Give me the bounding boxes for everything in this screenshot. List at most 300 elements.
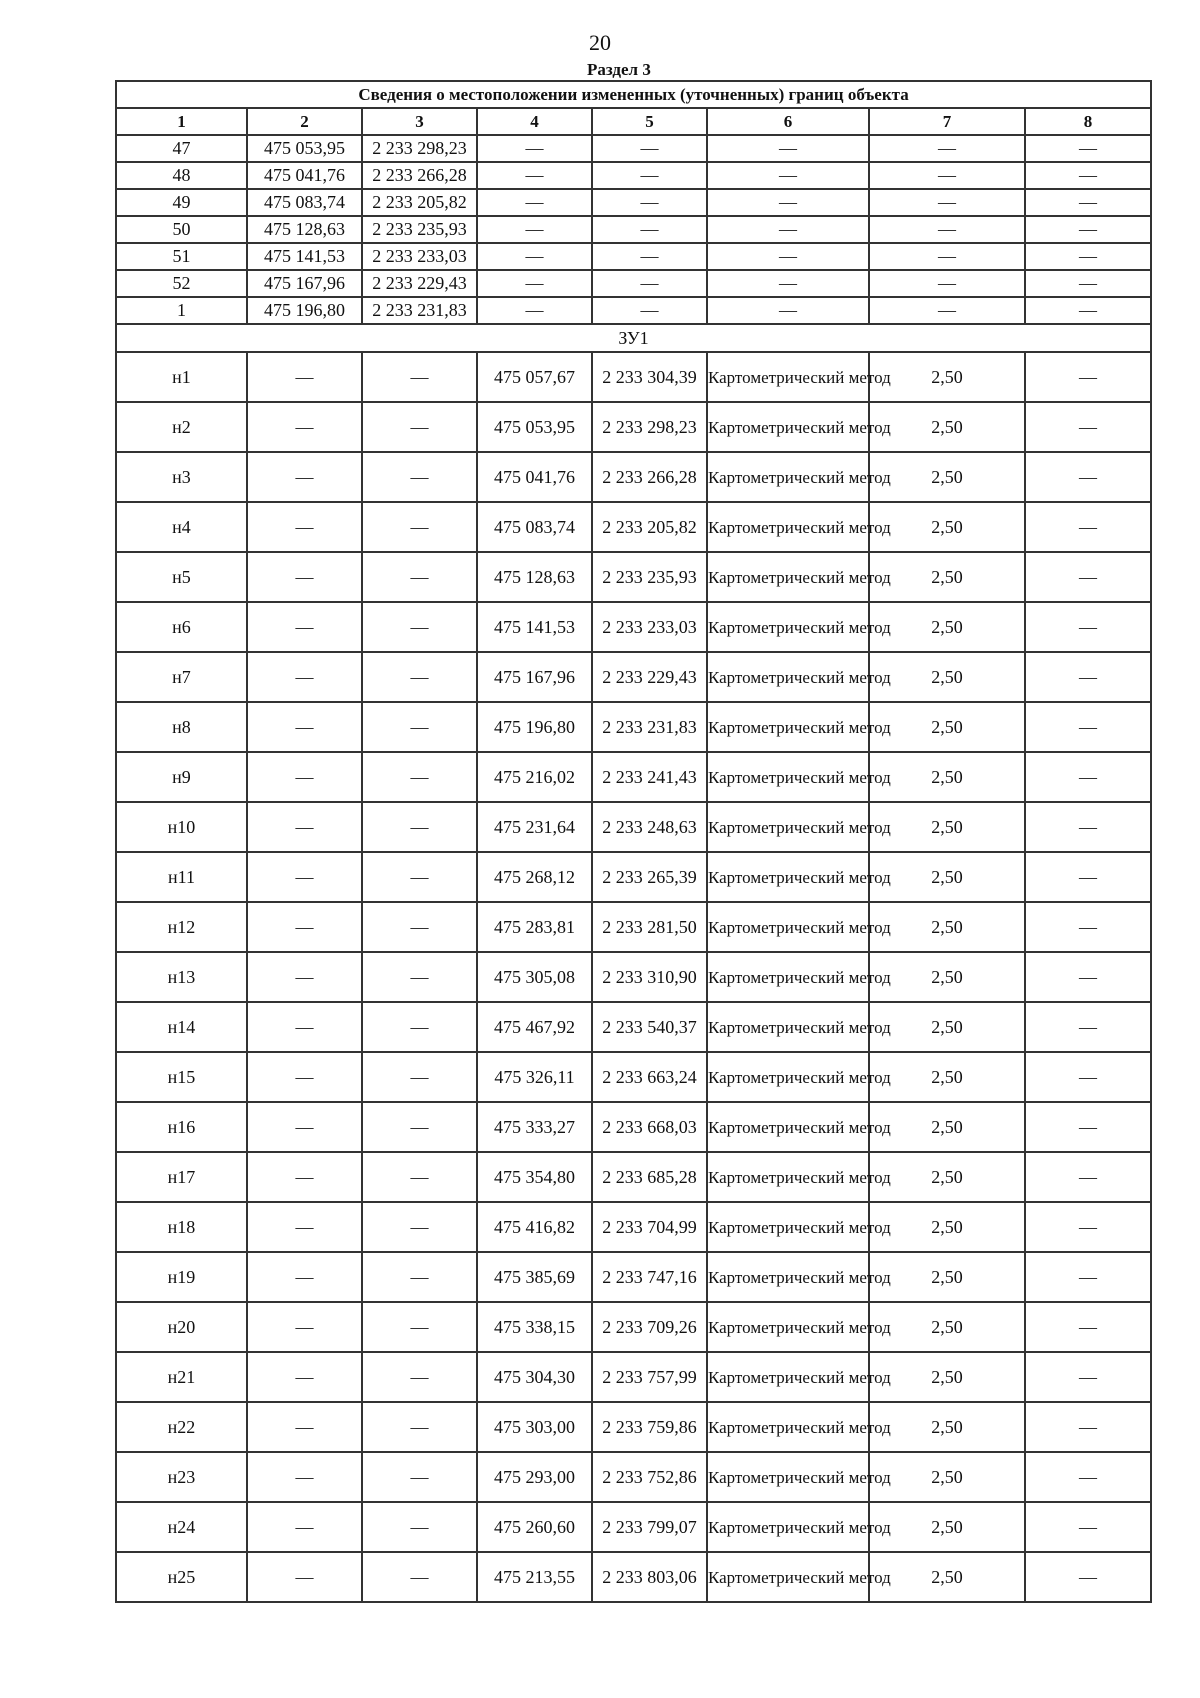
empty-dash: — [362,702,477,752]
y-coordinate: 2 233 235,93 [592,552,707,602]
empty-dash: — [247,852,362,902]
empty-dash: — [362,652,477,702]
accuracy-cell: 2,50 [869,1102,1025,1152]
table-row [116,802,1151,852]
y-coordinate: 2 233 298,23 [362,135,477,162]
x-coordinate: 475 231,64 [477,802,592,852]
x-coordinate: 475 303,00 [477,1402,592,1452]
x-coordinate: 475 057,67 [477,352,592,402]
table-row [116,702,1151,752]
x-coordinate: 475 268,12 [477,852,592,902]
method-cell: Картометрический метод [707,1302,869,1352]
point-id: н14 [116,1002,247,1052]
empty-dash: — [247,1352,362,1402]
x-coordinate: 475 083,74 [477,502,592,552]
empty-dash: — [247,1052,362,1102]
x-coordinate: 475 167,96 [477,652,592,702]
table-row [116,1152,1151,1202]
table-row [116,297,1151,324]
point-id: н18 [116,1202,247,1252]
accuracy-cell: 2,50 [869,1502,1025,1552]
empty-dash: — [247,1502,362,1552]
empty-dash: — [247,1252,362,1302]
empty-dash: — [1025,402,1151,452]
new-points-body [116,352,1151,1602]
accuracy-cell: 2,50 [869,1002,1025,1052]
table-row [116,1002,1151,1052]
empty-dash: — [592,270,707,297]
empty-dash: — [362,1502,477,1552]
empty-dash: — [1025,1402,1151,1452]
point-id: н25 [116,1552,247,1602]
accuracy-cell: 2,50 [869,1202,1025,1252]
empty-dash: — [1025,270,1151,297]
empty-dash: — [1025,135,1151,162]
table-row [116,502,1151,552]
point-id: н2 [116,402,247,452]
point-id: н11 [116,852,247,902]
column-header: 2 [247,108,362,135]
method-cell: Картометрический метод [707,1152,869,1202]
point-id: н3 [116,452,247,502]
empty-dash: — [477,243,592,270]
method-cell: Картометрический метод [707,552,869,602]
empty-dash: — [247,402,362,452]
empty-dash: — [477,135,592,162]
y-coordinate: 2 233 233,03 [362,243,477,270]
y-coordinate: 2 233 231,83 [362,297,477,324]
empty-dash: — [1025,802,1151,852]
section-title: Раздел 3 [587,60,651,79]
table-row [116,1452,1151,1502]
table-row [116,1502,1151,1552]
method-cell: Картометрический метод [707,1102,869,1152]
x-coordinate: 475 260,60 [477,1502,592,1552]
point-id: н5 [116,552,247,602]
y-coordinate: 2 233 266,28 [592,452,707,502]
empty-dash: — [362,502,477,552]
x-coordinate: 475 354,80 [477,1152,592,1202]
method-cell: Картометрический метод [707,402,869,452]
empty-dash: — [362,1302,477,1352]
empty-dash: — [707,270,869,297]
empty-dash: — [1025,1502,1151,1552]
empty-dash: — [362,952,477,1002]
table-row [116,902,1151,952]
y-coordinate: 2 233 304,39 [592,352,707,402]
empty-dash: — [1025,852,1151,902]
empty-dash: — [247,552,362,602]
empty-dash: — [1025,952,1151,1002]
empty-dash: — [362,602,477,652]
y-coordinate: 2 233 663,24 [592,1052,707,1102]
y-coordinate: 2 233 205,82 [362,189,477,216]
accuracy-cell: 2,50 [869,552,1025,602]
empty-dash: — [247,902,362,952]
table-row [116,1202,1151,1252]
x-coordinate: 475 326,11 [477,1052,592,1102]
table-row [116,452,1151,502]
empty-dash: — [247,1402,362,1452]
empty-dash: — [869,135,1025,162]
method-cell: Картометрический метод [707,1552,869,1602]
empty-dash: — [1025,602,1151,652]
table-row [116,1302,1151,1352]
point-id: н20 [116,1302,247,1352]
accuracy-cell: 2,50 [869,852,1025,902]
method-cell: Картометрический метод [707,852,869,902]
method-cell: Картометрический метод [707,1452,869,1502]
column-header: 8 [1025,108,1151,135]
empty-dash: — [477,270,592,297]
method-cell: Картометрический метод [707,1502,869,1552]
column-header: 1 [116,108,247,135]
empty-dash: — [247,952,362,1002]
empty-dash: — [362,402,477,452]
accuracy-cell: 2,50 [869,902,1025,952]
empty-dash: — [362,1552,477,1602]
empty-dash: — [1025,452,1151,502]
point-id: 48 [116,162,247,189]
method-cell: Картометрический метод [707,652,869,702]
accuracy-cell: 2,50 [869,952,1025,1002]
x-coordinate: 475 141,53 [477,602,592,652]
empty-dash: — [247,1002,362,1052]
point-id: н8 [116,702,247,752]
empty-dash: — [869,297,1025,324]
group-section [116,324,1151,352]
empty-dash: — [247,752,362,802]
empty-dash: — [362,1202,477,1252]
accuracy-cell: 2,50 [869,1052,1025,1102]
point-id: н13 [116,952,247,1002]
y-coordinate: 2 233 231,83 [592,702,707,752]
empty-dash: — [869,243,1025,270]
empty-dash: — [247,702,362,752]
accuracy-cell: 2,50 [869,1302,1025,1352]
empty-dash: — [707,135,869,162]
table-row [116,352,1151,402]
empty-dash: — [1025,702,1151,752]
point-id: н15 [116,1052,247,1102]
x-coordinate: 475 293,00 [477,1452,592,1502]
empty-dash: — [707,297,869,324]
empty-dash: — [869,270,1025,297]
empty-dash: — [1025,502,1151,552]
empty-dash: — [247,602,362,652]
table-row [116,752,1151,802]
empty-dash: — [247,452,362,502]
empty-dash: — [592,243,707,270]
x-coordinate: 475 385,69 [477,1252,592,1302]
column-header: 5 [592,108,707,135]
accuracy-cell: 2,50 [869,1252,1025,1302]
y-coordinate: 2 233 298,23 [592,402,707,452]
empty-dash: — [247,802,362,852]
method-cell: Картометрический метод [707,452,869,502]
point-id: 50 [116,216,247,243]
empty-dash: — [592,162,707,189]
method-cell: Картометрический метод [707,952,869,1002]
empty-dash: — [362,452,477,502]
y-coordinate: 2 233 233,03 [592,602,707,652]
x-coordinate: 475 305,08 [477,952,592,1002]
x-coordinate: 475 216,02 [477,752,592,802]
column-header: 3 [362,108,477,135]
empty-dash: — [362,352,477,402]
method-cell: Картометрический метод [707,1252,869,1302]
empty-dash: — [1025,243,1151,270]
empty-dash: — [1025,1552,1151,1602]
empty-dash: — [707,189,869,216]
table-row [116,162,1151,189]
y-coordinate: 2 233 248,63 [592,802,707,852]
table-row [116,552,1151,602]
x-coordinate: 475 196,80 [477,702,592,752]
point-id: н23 [116,1452,247,1502]
empty-dash: — [1025,216,1151,243]
empty-dash: — [1025,652,1151,702]
table-row [116,243,1151,270]
empty-dash: — [1025,1002,1151,1052]
empty-dash: — [247,1452,362,1502]
empty-dash: — [247,1302,362,1352]
accuracy-cell: 2,50 [869,602,1025,652]
method-cell: Картометрический метод [707,752,869,802]
empty-dash: — [1025,752,1151,802]
y-coordinate: 2 233 229,43 [362,270,477,297]
empty-dash: — [869,189,1025,216]
point-id: н19 [116,1252,247,1302]
empty-dash: — [592,216,707,243]
empty-dash: — [362,1102,477,1152]
empty-dash: — [707,243,869,270]
y-coordinate: 2 233 540,37 [592,1002,707,1052]
x-coordinate: 475 128,63 [247,216,362,243]
method-cell: Картометрический метод [707,352,869,402]
table-row [116,852,1151,902]
table-row [116,602,1151,652]
table-row [116,189,1151,216]
table-row [116,1402,1151,1452]
empty-dash: — [362,752,477,802]
accuracy-cell: 2,50 [869,1402,1025,1452]
y-coordinate: 2 233 668,03 [592,1102,707,1152]
table-row [116,952,1151,1002]
x-coordinate: 475 213,55 [477,1552,592,1602]
table-row [116,1552,1151,1602]
point-id: н9 [116,752,247,802]
group-label: ЗУ1 [116,324,1151,352]
empty-dash: — [869,162,1025,189]
y-coordinate: 2 233 757,99 [592,1352,707,1402]
accuracy-cell: 2,50 [869,752,1025,802]
empty-dash: — [707,216,869,243]
empty-dash: — [1025,552,1151,602]
y-coordinate: 2 233 241,43 [592,752,707,802]
y-coordinate: 2 233 803,06 [592,1552,707,1602]
y-coordinate: 2 233 265,39 [592,852,707,902]
empty-dash: — [362,902,477,952]
accuracy-cell: 2,50 [869,1152,1025,1202]
point-id: н12 [116,902,247,952]
empty-dash: — [362,1052,477,1102]
point-id: 51 [116,243,247,270]
boundary-table [115,80,1152,1603]
empty-dash: — [1025,162,1151,189]
table-row [116,1102,1151,1152]
column-header: 6 [707,108,869,135]
empty-dash: — [477,297,592,324]
x-coordinate: 475 467,92 [477,1002,592,1052]
table-row [116,216,1151,243]
table-row [116,1052,1151,1102]
method-cell: Картометрический метод [707,702,869,752]
accuracy-cell: 2,50 [869,352,1025,402]
y-coordinate: 2 233 266,28 [362,162,477,189]
x-coordinate: 475 141,53 [247,243,362,270]
table-row [116,402,1151,452]
empty-dash: — [1025,1102,1151,1152]
accuracy-cell: 2,50 [869,502,1025,552]
accuracy-cell: 2,50 [869,1452,1025,1502]
point-id: н6 [116,602,247,652]
method-cell: Картометрический метод [707,1402,869,1452]
x-coordinate: 475 053,95 [247,135,362,162]
method-cell: Картометрический метод [707,502,869,552]
method-cell: Картометрический метод [707,1352,869,1402]
table-row [116,270,1151,297]
point-id: н17 [116,1152,247,1202]
point-id: н16 [116,1102,247,1152]
y-coordinate: 2 233 229,43 [592,652,707,702]
empty-dash: — [362,1452,477,1502]
empty-dash: — [1025,1352,1151,1402]
empty-dash: — [1025,1052,1151,1102]
accuracy-cell: 2,50 [869,802,1025,852]
page-number: 20 [589,30,611,55]
point-id: 49 [116,189,247,216]
empty-dash: — [1025,1152,1151,1202]
empty-dash: — [362,552,477,602]
y-coordinate: 2 233 310,90 [592,952,707,1002]
empty-dash: — [477,189,592,216]
x-coordinate: 475 338,15 [477,1302,592,1352]
point-id: н7 [116,652,247,702]
empty-dash: — [247,502,362,552]
empty-dash: — [1025,1202,1151,1252]
x-coordinate: 475 041,76 [477,452,592,502]
x-coordinate: 475 128,63 [477,552,592,602]
empty-dash: — [1025,1452,1151,1502]
empty-dash: — [592,189,707,216]
empty-dash: — [1025,902,1151,952]
x-coordinate: 475 167,96 [247,270,362,297]
empty-dash: — [362,1152,477,1202]
point-id: н21 [116,1352,247,1402]
accuracy-cell: 2,50 [869,402,1025,452]
empty-dash: — [362,852,477,902]
x-coordinate: 475 333,27 [477,1102,592,1152]
empty-dash: — [1025,297,1151,324]
accuracy-cell: 2,50 [869,1552,1025,1602]
table-row [116,652,1151,702]
x-coordinate: 475 083,74 [247,189,362,216]
point-id: н22 [116,1402,247,1452]
y-coordinate: 2 233 205,82 [592,502,707,552]
table-row [116,1352,1151,1402]
y-coordinate: 2 233 281,50 [592,902,707,952]
empty-dash: — [247,652,362,702]
y-coordinate: 2 233 759,86 [592,1402,707,1452]
y-coordinate: 2 233 709,26 [592,1302,707,1352]
point-id: н24 [116,1502,247,1552]
point-id: 1 [116,297,247,324]
x-coordinate: 475 041,76 [247,162,362,189]
table-title: Сведения о местоположении измененных (уточненных) границ объекта [116,81,1151,108]
empty-dash: — [247,352,362,402]
x-coordinate: 475 196,80 [247,297,362,324]
method-cell: Картометрический метод [707,902,869,952]
empty-dash: — [247,1102,362,1152]
x-coordinate: 475 416,82 [477,1202,592,1252]
method-cell: Картометрический метод [707,1002,869,1052]
accuracy-cell: 2,50 [869,702,1025,752]
empty-dash: — [477,162,592,189]
table-row [116,135,1151,162]
empty-dash: — [1025,1302,1151,1352]
point-id: 52 [116,270,247,297]
empty-dash: — [869,216,1025,243]
column-header: 4 [477,108,592,135]
empty-dash: — [247,1152,362,1202]
point-id: н1 [116,352,247,402]
accuracy-cell: 2,50 [869,452,1025,502]
table-row [116,1252,1151,1302]
x-coordinate: 475 304,30 [477,1352,592,1402]
empty-dash: — [362,1352,477,1402]
point-id: 47 [116,135,247,162]
method-cell: Картометрический метод [707,1202,869,1252]
point-id: н4 [116,502,247,552]
accuracy-cell: 2,50 [869,1352,1025,1402]
empty-dash: — [1025,189,1151,216]
y-coordinate: 2 233 747,16 [592,1252,707,1302]
x-coordinate: 475 283,81 [477,902,592,952]
method-cell: Картометрический метод [707,1052,869,1102]
column-header: 7 [869,108,1025,135]
y-coordinate: 2 233 685,28 [592,1152,707,1202]
empty-dash: — [592,135,707,162]
column-header-row [116,108,1151,135]
method-cell: Картометрический метод [707,602,869,652]
y-coordinate: 2 233 799,07 [592,1502,707,1552]
empty-dash: — [362,1252,477,1302]
empty-dash: — [707,162,869,189]
point-id: н10 [116,802,247,852]
empty-dash: — [362,1402,477,1452]
existing-points-body [116,135,1151,324]
empty-dash: — [1025,352,1151,402]
y-coordinate: 2 233 704,99 [592,1202,707,1252]
empty-dash: — [247,1202,362,1252]
y-coordinate: 2 233 235,93 [362,216,477,243]
method-cell: Картометрический метод [707,802,869,852]
accuracy-cell: 2,50 [869,652,1025,702]
empty-dash: — [362,802,477,852]
y-coordinate: 2 233 752,86 [592,1452,707,1502]
empty-dash: — [1025,1252,1151,1302]
